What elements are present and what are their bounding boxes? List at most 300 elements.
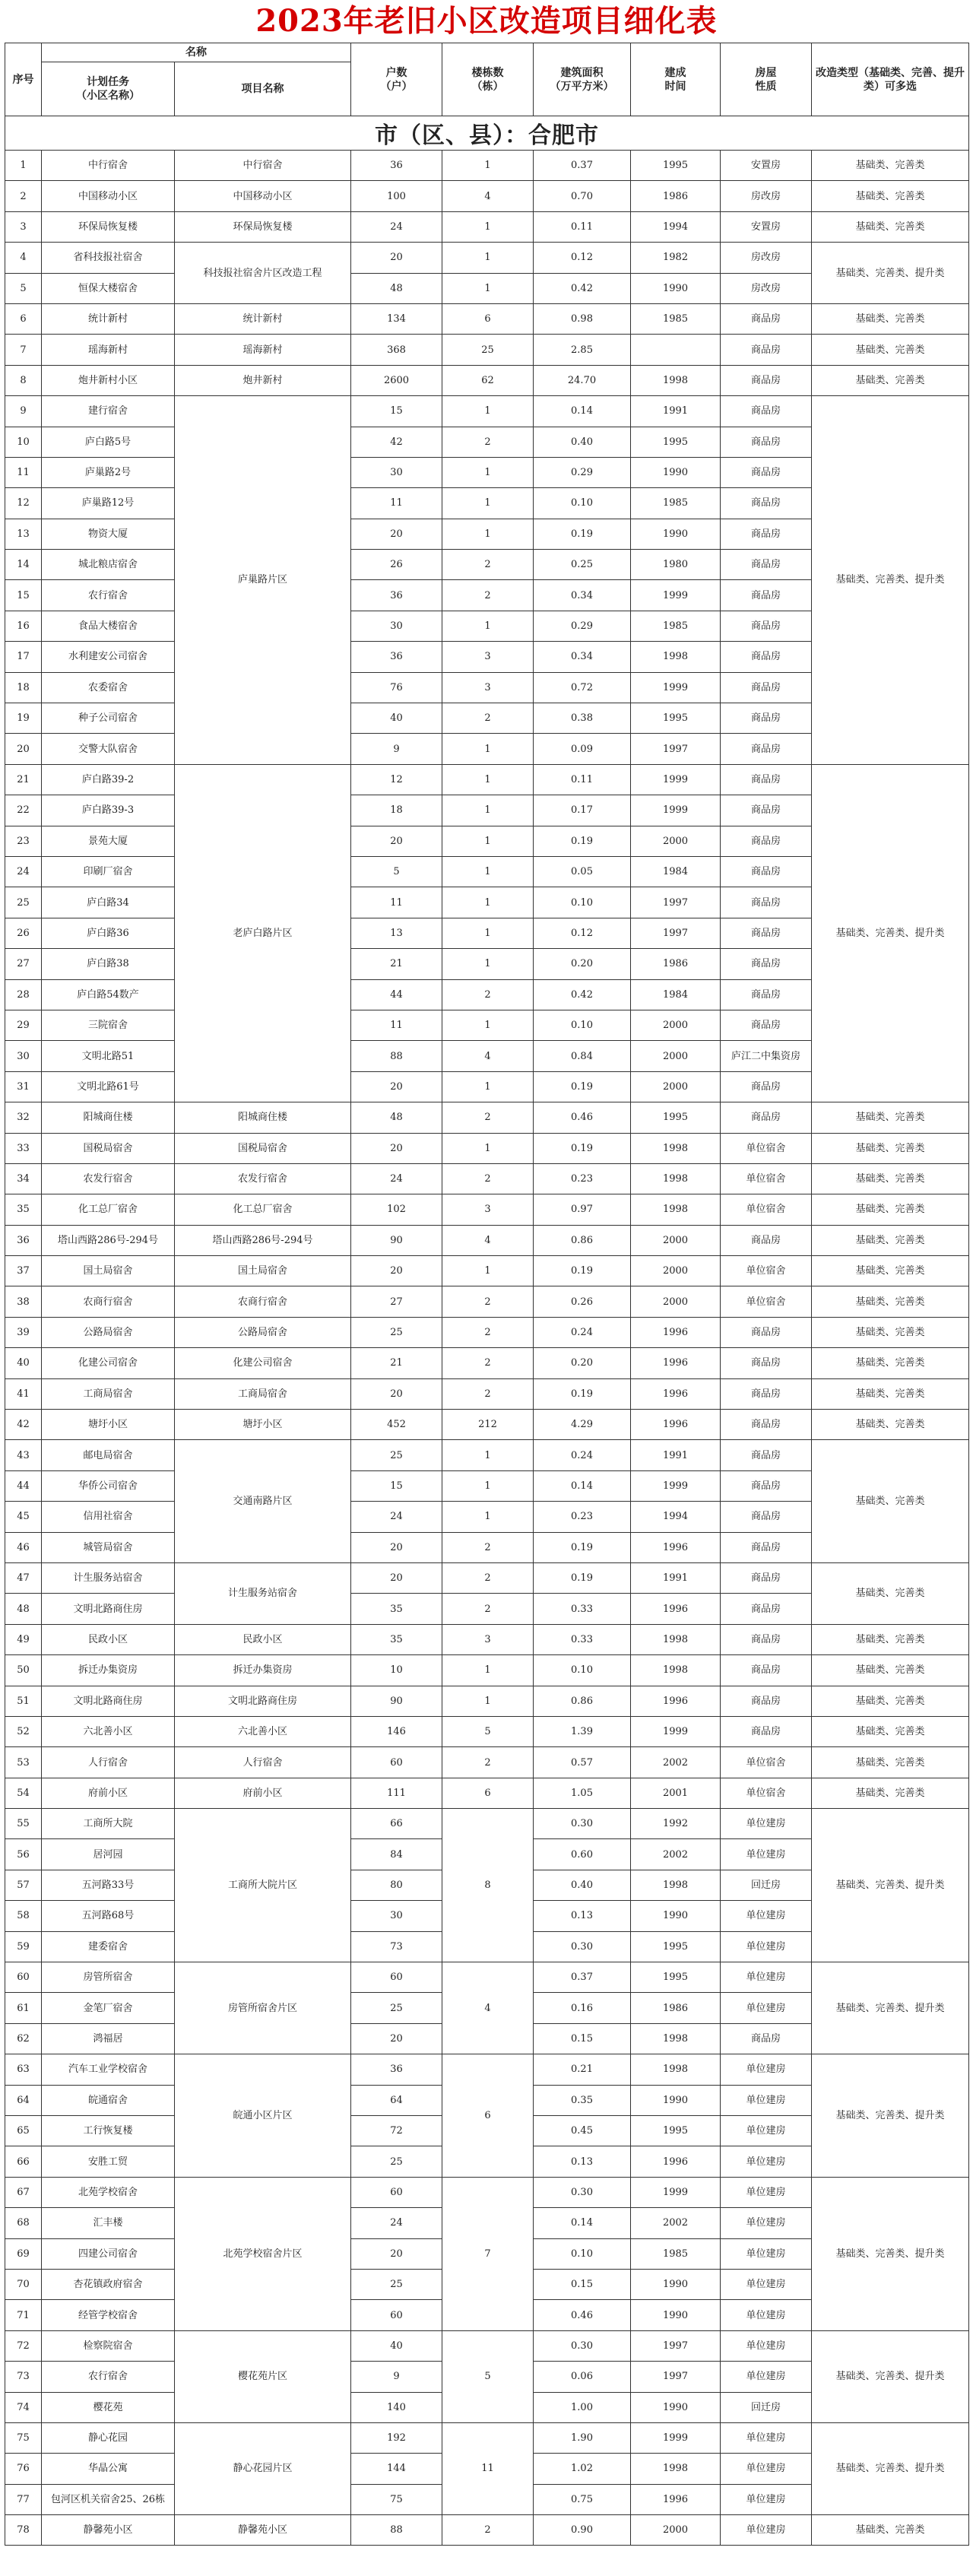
cell-area: 0.14 — [534, 396, 631, 427]
cell-households: 25 — [351, 1317, 442, 1347]
cell-built-time: 2000 — [631, 2515, 721, 2546]
table-row — [5, 2054, 969, 2085]
cell-nature: 单位建房 — [721, 2146, 812, 2177]
cell-buildings: 1 — [442, 826, 534, 856]
cell-households: 90 — [351, 1225, 442, 1255]
cell-built-time: 2002 — [631, 2208, 721, 2238]
cell-buildings: 2 — [442, 1286, 534, 1317]
cell-plan-task: 樱花苑 — [42, 2392, 175, 2422]
cell-seq: 48 — [5, 1594, 42, 1624]
cell-project-name: 老庐白路片区 — [175, 764, 351, 1102]
cell-nature: 单位建房 — [721, 2484, 812, 2514]
cell-built-time: 1995 — [631, 2116, 721, 2146]
cell-households: 20 — [351, 1071, 442, 1102]
cell-area: 0.19 — [534, 519, 631, 549]
cell-plan-task: 庐白路39-3 — [42, 795, 175, 826]
cell-built-time: 1991 — [631, 396, 721, 427]
cell-area: 0.34 — [534, 642, 631, 672]
cell-households: 35 — [351, 1594, 442, 1624]
cell-project-name: 国土局宿舍 — [175, 1256, 351, 1286]
cell-seq: 36 — [5, 1225, 42, 1255]
cell-renovation-type: 基础类、完善类 — [812, 1225, 969, 1255]
cell-plan-task: 文明北路61号 — [42, 1071, 175, 1102]
cell-plan-task: 工商所大院 — [42, 1809, 175, 1839]
cell-buildings: 1 — [442, 488, 534, 519]
cell-nature: 单位建房 — [721, 1962, 812, 1993]
cell-buildings: 2 — [442, 1378, 534, 1409]
table-row — [5, 303, 969, 334]
cell-built-time: 1995 — [631, 151, 721, 181]
cell-project-name: 静馨苑小区 — [175, 2515, 351, 2546]
cell-area: 0.19 — [534, 1532, 631, 1562]
table-row — [5, 1225, 969, 1255]
cell-households: 25 — [351, 2146, 442, 2177]
table-row — [5, 1809, 969, 1839]
cell-households: 48 — [351, 273, 442, 303]
cell-area: 0.46 — [534, 2300, 631, 2330]
cell-plan-task: 庐白路34 — [42, 887, 175, 918]
cell-area: 0.37 — [534, 1962, 631, 1993]
cell-seq: 28 — [5, 979, 42, 1010]
cell-built-time: 1997 — [631, 2362, 721, 2392]
cell-nature: 单位建房 — [721, 2085, 812, 2115]
cell-seq: 53 — [5, 1747, 42, 1778]
cell-project-name: 炮井新村 — [175, 365, 351, 395]
cell-households: 25 — [351, 1993, 442, 2023]
cell-renovation-type: 基础类、完善类 — [812, 1348, 969, 1378]
cell-seq: 52 — [5, 1716, 42, 1746]
cell-households: 20 — [351, 2023, 442, 2054]
cell-area: 0.86 — [534, 1225, 631, 1255]
cell-project-name: 瑶海新村 — [175, 335, 351, 365]
cell-households: 40 — [351, 703, 442, 734]
cell-area: 0.98 — [534, 303, 631, 334]
cell-plan-task: 信用社宿舍 — [42, 1502, 175, 1532]
cell-seq: 76 — [5, 2454, 42, 2484]
cell-plan-task: 工行恢复楼 — [42, 2116, 175, 2146]
cell-seq: 42 — [5, 1410, 42, 1440]
cell-built-time: 1998 — [631, 2454, 721, 2484]
cell-plan-task: 庐巢路12号 — [42, 488, 175, 519]
cell-buildings: 1 — [442, 887, 534, 918]
cell-nature: 单位建房 — [721, 1993, 812, 2023]
cell-nature: 商品房 — [721, 1594, 812, 1624]
cell-built-time: 1986 — [631, 949, 721, 979]
cell-built-time: 1995 — [631, 427, 721, 457]
cell-built-time: 1980 — [631, 550, 721, 580]
cell-seq: 31 — [5, 1071, 42, 1102]
cell-households: 40 — [351, 2330, 442, 2361]
cell-project-name: 人行宿舍 — [175, 1747, 351, 1778]
cell-buildings: 1 — [442, 1655, 534, 1686]
cell-nature: 单位宿舍 — [721, 1286, 812, 1317]
cell-built-time: 1985 — [631, 488, 721, 519]
cell-plan-task: 水利建安公司宿舍 — [42, 642, 175, 672]
cell-area: 0.90 — [534, 2515, 631, 2546]
table-row — [5, 335, 969, 365]
cell-area: 0.30 — [534, 2330, 631, 2361]
cell-renovation-type: 基础类、完善类 — [812, 1410, 969, 1440]
cell-households: 64 — [351, 2085, 442, 2115]
cell-project-name: 化工总厂宿舍 — [175, 1194, 351, 1225]
cell-area: 2.85 — [534, 335, 631, 365]
cell-buildings: 2 — [442, 1562, 534, 1593]
cell-nature: 商品房 — [721, 1655, 812, 1686]
cell-households: 12 — [351, 764, 442, 795]
cell-nature: 商品房 — [721, 1716, 812, 1746]
cell-built-time: 1999 — [631, 672, 721, 703]
table-row — [5, 1686, 969, 1716]
cell-nature: 单位建房 — [721, 2054, 812, 2085]
cell-area: 0.97 — [534, 1194, 631, 1225]
cell-plan-task: 金笔厂宿舍 — [42, 1993, 175, 2023]
cell-plan-task: 庐白路5号 — [42, 427, 175, 457]
cell-area: 0.10 — [534, 1010, 631, 1040]
cell-area: 0.75 — [534, 2484, 631, 2514]
cell-households: 26 — [351, 550, 442, 580]
cell-project-name: 樱花苑片区 — [175, 2330, 351, 2422]
cell-built-time: 1982 — [631, 243, 721, 273]
cell-plan-task: 阳城商住楼 — [42, 1102, 175, 1133]
cell-plan-task: 安胜工贸 — [42, 2146, 175, 2177]
cell-seq: 61 — [5, 1993, 42, 2023]
cell-area: 0.60 — [534, 1839, 631, 1870]
cell-households: 192 — [351, 2422, 442, 2453]
cell-seq: 70 — [5, 2269, 42, 2299]
cell-buildings: 4 — [442, 1962, 534, 2054]
cell-buildings: 1 — [442, 1440, 534, 1470]
cell-area: 0.24 — [534, 1317, 631, 1347]
cell-nature: 商品房 — [721, 427, 812, 457]
table-row — [5, 396, 969, 427]
cell-seq: 47 — [5, 1562, 42, 1593]
table-row — [5, 1562, 969, 1593]
cell-area: 1.39 — [534, 1716, 631, 1746]
cell-nature: 单位宿舍 — [721, 1194, 812, 1225]
cell-built-time: 1990 — [631, 2085, 721, 2115]
cell-nature: 商品房 — [721, 303, 812, 334]
cell-area: 0.42 — [534, 273, 631, 303]
cell-buildings: 1 — [442, 795, 534, 826]
cell-built-time: 1999 — [631, 2422, 721, 2453]
cell-renovation-type: 基础类、完善类、提升类 — [812, 2330, 969, 2422]
table-row — [5, 2177, 969, 2207]
cell-households: 100 — [351, 181, 442, 211]
cell-renovation-type: 基础类、完善类 — [812, 303, 969, 334]
cell-nature: 商品房 — [721, 672, 812, 703]
cell-plan-task: 静心花园 — [42, 2422, 175, 2453]
cell-renovation-type: 基础类、完善类 — [812, 1440, 969, 1563]
cell-households: 21 — [351, 949, 442, 979]
cell-seq: 57 — [5, 1870, 42, 1900]
cell-project-name: 中国移动小区 — [175, 181, 351, 211]
cell-nature: 商品房 — [721, 550, 812, 580]
cell-nature: 单位建房 — [721, 1809, 812, 1839]
table-row — [5, 1163, 969, 1194]
cell-households: 42 — [351, 427, 442, 457]
cell-built-time: 1998 — [631, 1624, 721, 1654]
cell-area: 0.86 — [534, 1686, 631, 1716]
cell-seq: 15 — [5, 580, 42, 611]
cell-plan-task: 静馨苑小区 — [42, 2515, 175, 2546]
cell-plan-task: 恒保大楼宿舍 — [42, 273, 175, 303]
cell-households: 75 — [351, 2484, 442, 2514]
cell-households: 24 — [351, 1502, 442, 1532]
cell-built-time: 1986 — [631, 181, 721, 211]
table-row — [5, 1716, 969, 1746]
cell-project-name: 塔山西路286号-294号 — [175, 1225, 351, 1255]
cell-households: 90 — [351, 1686, 442, 1716]
cell-project-name: 工商所大院片区 — [175, 1809, 351, 1962]
cell-seq: 1 — [5, 151, 42, 181]
cell-buildings: 2 — [442, 1594, 534, 1624]
cell-plan-task: 华侨公司宿舍 — [42, 1470, 175, 1501]
cell-nature: 单位建房 — [721, 2269, 812, 2299]
cell-area: 0.34 — [534, 580, 631, 611]
cell-project-name: 公路局宿舍 — [175, 1317, 351, 1347]
cell-households: 72 — [351, 2116, 442, 2146]
cell-seq: 5 — [5, 273, 42, 303]
cell-households: 60 — [351, 2300, 442, 2330]
cell-nature: 商品房 — [721, 795, 812, 826]
cell-buildings: 4 — [442, 1225, 534, 1255]
cell-buildings: 2 — [442, 1532, 534, 1562]
cell-built-time: 1992 — [631, 1809, 721, 1839]
cell-households: 36 — [351, 642, 442, 672]
cell-renovation-type: 基础类、完善类 — [812, 1562, 969, 1624]
cell-plan-task: 庐白路39-2 — [42, 764, 175, 795]
cell-households: 102 — [351, 1194, 442, 1225]
cell-area: 0.26 — [534, 1286, 631, 1317]
table-row — [5, 1348, 969, 1378]
cell-households: 44 — [351, 979, 442, 1010]
cell-project-name: 工商局宿舍 — [175, 1378, 351, 1409]
cell-area: 0.23 — [534, 1502, 631, 1532]
cell-seq: 39 — [5, 1317, 42, 1347]
table-row — [5, 1410, 969, 1440]
cell-seq: 32 — [5, 1102, 42, 1133]
cell-built-time: 1996 — [631, 1348, 721, 1378]
cell-nature: 商品房 — [721, 979, 812, 1010]
cell-renovation-type: 基础类、完善类 — [812, 1194, 969, 1225]
cell-nature: 单位宿舍 — [721, 1256, 812, 1286]
cell-seq: 22 — [5, 795, 42, 826]
cell-renovation-type: 基础类、完善类 — [812, 2515, 969, 2546]
cell-buildings: 2 — [442, 979, 534, 1010]
cell-built-time: 2000 — [631, 826, 721, 856]
cell-plan-task: 省科技报社宿舍 — [42, 243, 175, 273]
cell-seq: 33 — [5, 1133, 42, 1163]
cell-plan-task: 拆迁办集资房 — [42, 1655, 175, 1686]
cell-plan-task: 农行宿舍 — [42, 2362, 175, 2392]
cell-households: 2600 — [351, 365, 442, 395]
cell-area: 0.06 — [534, 2362, 631, 2392]
cell-households: 36 — [351, 2054, 442, 2085]
cell-buildings: 62 — [442, 365, 534, 395]
cell-built-time: 1998 — [631, 2054, 721, 2085]
cell-plan-task: 交警大队宿舍 — [42, 734, 175, 764]
table-row — [5, 1440, 969, 1470]
cell-households: 20 — [351, 1378, 442, 1409]
cell-households: 20 — [351, 1532, 442, 1562]
cell-area: 0.30 — [534, 2177, 631, 2207]
cell-nature: 房改房 — [721, 181, 812, 211]
cell-built-time: 1996 — [631, 1686, 721, 1716]
cell-households: 21 — [351, 1348, 442, 1378]
cell-renovation-type: 基础类、完善类 — [812, 1256, 969, 1286]
cell-nature: 单位宿舍 — [721, 1778, 812, 1808]
cell-renovation-type: 基础类、完善类 — [812, 1317, 969, 1347]
cell-seq: 45 — [5, 1502, 42, 1532]
cell-area: 0.15 — [534, 2269, 631, 2299]
cell-buildings: 6 — [442, 1778, 534, 1808]
cell-built-time: 2001 — [631, 1778, 721, 1808]
cell-seq: 73 — [5, 2362, 42, 2392]
cell-area: 1.00 — [534, 2392, 631, 2422]
cell-buildings: 6 — [442, 2054, 534, 2178]
cell-area: 1.90 — [534, 2422, 631, 2453]
cell-built-time: 1984 — [631, 856, 721, 887]
cell-area: 0.14 — [534, 2208, 631, 2238]
cell-seq: 24 — [5, 856, 42, 887]
cell-area: 0.20 — [534, 1348, 631, 1378]
cell-buildings: 1 — [442, 856, 534, 887]
cell-buildings: 2 — [442, 1747, 534, 1778]
cell-nature: 商品房 — [721, 1562, 812, 1593]
cell-buildings: 1 — [442, 457, 534, 487]
cell-seq: 35 — [5, 1194, 42, 1225]
cell-buildings: 1 — [442, 1071, 534, 1102]
cell-built-time: 1996 — [631, 1410, 721, 1440]
cell-area: 0.30 — [534, 1809, 631, 1839]
cell-area: 0.14 — [534, 1470, 631, 1501]
cell-project-name: 庐巢路片区 — [175, 396, 351, 765]
cell-built-time: 1999 — [631, 1716, 721, 1746]
cell-households: 11 — [351, 488, 442, 519]
cell-households: 15 — [351, 1470, 442, 1501]
cell-households: 20 — [351, 243, 442, 273]
cell-renovation-type: 基础类、完善类 — [812, 1378, 969, 1409]
cell-seq: 58 — [5, 1901, 42, 1931]
cell-renovation-type: 基础类、完善类、提升类 — [812, 2054, 969, 2178]
cell-renovation-type: 基础类、完善类、提升类 — [812, 1962, 969, 2054]
cell-area: 0.12 — [534, 243, 631, 273]
cell-built-time: 1998 — [631, 642, 721, 672]
page-title: 2023年老旧小区改造项目细化表 — [255, 3, 718, 39]
cell-nature: 商品房 — [721, 826, 812, 856]
cell-households: 73 — [351, 1931, 442, 1962]
cell-seq: 10 — [5, 427, 42, 457]
cell-area: 0.23 — [534, 1163, 631, 1194]
cell-households: 5 — [351, 856, 442, 887]
header-plan-task: 计划任务 （小区名称） — [42, 62, 175, 116]
cell-plan-task: 六北善小区 — [42, 1716, 175, 1746]
cell-area: 0.16 — [534, 1993, 631, 2023]
header-nature: 房屋 性质 — [721, 43, 812, 116]
cell-nature: 单位宿舍 — [721, 1163, 812, 1194]
cell-nature: 商品房 — [721, 519, 812, 549]
cell-renovation-type: 基础类、完善类 — [812, 1163, 969, 1194]
cell-nature: 安置房 — [721, 211, 812, 242]
cell-plan-task: 印刷厂宿舍 — [42, 856, 175, 887]
cell-area: 0.09 — [534, 734, 631, 764]
cell-built-time: 1984 — [631, 979, 721, 1010]
cell-built-time: 1999 — [631, 764, 721, 795]
cell-area: 0.19 — [534, 1133, 631, 1163]
cell-plan-task: 环保局恢复楼 — [42, 211, 175, 242]
cell-built-time: 1990 — [631, 519, 721, 549]
cell-plan-task: 文明北路商住房 — [42, 1686, 175, 1716]
cell-seq: 51 — [5, 1686, 42, 1716]
cell-area: 0.29 — [534, 611, 631, 641]
cell-plan-task: 种子公司宿舍 — [42, 703, 175, 734]
cell-seq: 77 — [5, 2484, 42, 2514]
cell-households: 452 — [351, 1410, 442, 1440]
cell-nature: 商品房 — [721, 703, 812, 734]
cell-households: 24 — [351, 2208, 442, 2238]
cell-seq: 12 — [5, 488, 42, 519]
cell-buildings: 1 — [442, 396, 534, 427]
cell-nature: 单位建房 — [721, 1901, 812, 1931]
cell-buildings: 3 — [442, 642, 534, 672]
cell-seq: 30 — [5, 1041, 42, 1071]
cell-households: 60 — [351, 1962, 442, 1993]
cell-seq: 9 — [5, 396, 42, 427]
cell-seq: 66 — [5, 2146, 42, 2177]
cell-households: 27 — [351, 1286, 442, 1317]
cell-seq: 23 — [5, 826, 42, 856]
cell-built-time: 1990 — [631, 1901, 721, 1931]
cell-renovation-type: 基础类、完善类 — [812, 335, 969, 365]
cell-built-time: 1997 — [631, 887, 721, 918]
cell-buildings: 3 — [442, 1624, 534, 1654]
cell-area: 0.40 — [534, 427, 631, 457]
cell-households: 146 — [351, 1716, 442, 1746]
cell-plan-task: 庐白路54数产 — [42, 979, 175, 1010]
cell-nature: 单位建房 — [721, 2362, 812, 2392]
cell-plan-task: 食品大楼宿舍 — [42, 611, 175, 641]
cell-area: 0.10 — [534, 488, 631, 519]
cell-households: 11 — [351, 1010, 442, 1040]
cell-plan-task: 府前小区 — [42, 1778, 175, 1808]
cell-built-time: 1995 — [631, 1102, 721, 1133]
cell-area: 0.24 — [534, 1440, 631, 1470]
cell-households: 66 — [351, 1809, 442, 1839]
cell-households: 11 — [351, 887, 442, 918]
header-buildings: 楼栋数 （栋） — [442, 43, 534, 116]
table-row — [5, 365, 969, 395]
cell-nature: 商品房 — [721, 1470, 812, 1501]
cell-area: 0.45 — [534, 2116, 631, 2146]
cell-plan-task: 塔山西路286号-294号 — [42, 1225, 175, 1255]
cell-nature: 商品房 — [721, 887, 812, 918]
cell-plan-task: 杏花镇政府宿舍 — [42, 2269, 175, 2299]
cell-nature: 商品房 — [721, 1102, 812, 1133]
cell-buildings: 1 — [442, 918, 534, 948]
cell-project-name: 阳城商住楼 — [175, 1102, 351, 1133]
cell-plan-task: 瑶海新村 — [42, 335, 175, 365]
cell-built-time: 1995 — [631, 703, 721, 734]
cell-plan-task: 农行宿舍 — [42, 580, 175, 611]
cell-built-time: 1998 — [631, 1655, 721, 1686]
cell-project-name: 静心花园片区 — [175, 2422, 351, 2514]
cell-area: 0.11 — [534, 764, 631, 795]
table-row — [5, 1378, 969, 1409]
cell-nature: 房改房 — [721, 273, 812, 303]
cell-households: 60 — [351, 1747, 442, 1778]
cell-seq: 62 — [5, 2023, 42, 2054]
cell-households: 80 — [351, 1870, 442, 1900]
